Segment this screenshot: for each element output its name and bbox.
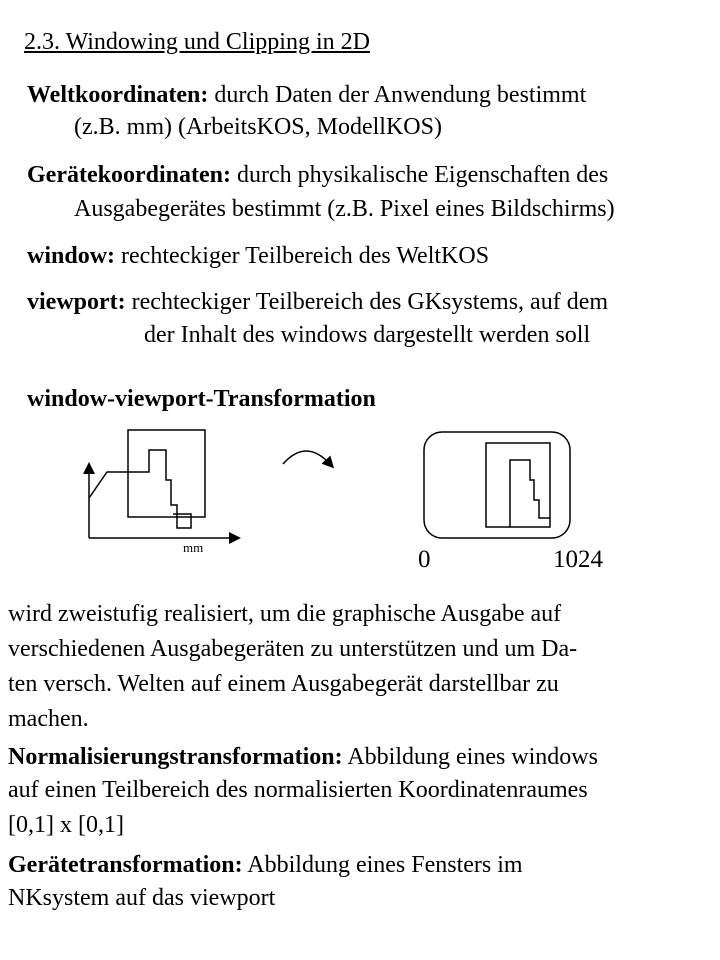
device-coordinates-text: durch physikalische Eigenschaften des: [236, 162, 609, 188]
viewport-text: rechteckiger Teilbereich des GKsystems, auf dem: [131, 289, 609, 315]
device-transformation-term: Gerätetransformation:: [8, 852, 243, 878]
world-coordinates-text: durch Daten der Anwendung bestimmt: [214, 82, 587, 108]
axis-start-label: 0: [418, 546, 431, 573]
world-coordinate-axes: [89, 468, 235, 538]
paragraph-line-4: machen.: [8, 706, 89, 732]
viewport-text-cont: der Inhalt des windows dargestellt werden soll: [144, 322, 591, 348]
normalization-definition: [8, 742, 598, 772]
device-coordinates-term: Gerätekoordinaten:: [27, 162, 231, 188]
normalization-term: Normalisierungstransformation:: [8, 744, 343, 770]
device-coordinates-definition: [27, 160, 608, 190]
viewport-rectangle: [486, 443, 550, 527]
axis-end-label: 1024: [553, 546, 603, 573]
paragraph-line-3: ten versch. Welten auf einem Ausgabegerät darstellbar zu: [8, 671, 559, 697]
unit-label: mm: [183, 540, 204, 555]
page-title: 2.3. Windowing und Clipping in 2D: [24, 29, 370, 55]
device-coordinates-text-cont: Ausgabegerätes bestimmt (z.B. Pixel eines Bildschirms): [74, 196, 615, 222]
transformation-title: window-viewport-Transformation: [27, 386, 376, 412]
window-term: window:: [27, 243, 116, 269]
world-coordinates-text-cont: (z.B. mm) (ArbeitsKOS, ModellKOS): [74, 114, 442, 140]
paragraph-line-2: verschiedenen Ausgabegeräten zu unterstützen und um Da-: [8, 636, 578, 662]
screen-outline: [424, 432, 570, 538]
window-definition: [27, 241, 489, 271]
device-transformation-text-cont: NKsystem auf das viewport: [8, 885, 276, 911]
paragraph-line-1: wird zweistufig realisiert, um die graphische Ausgabe auf: [8, 601, 562, 627]
device-transformation-text: Abbildung eines Fensters im: [247, 852, 523, 878]
normalization-text: Abbildung eines windows: [347, 744, 598, 770]
window-viewport-diagram: [0, 420, 720, 580]
normalization-range: [0,1] x [0,1]: [8, 812, 124, 838]
viewport-term: viewport:: [27, 289, 126, 315]
world-coordinates-term: Weltkoordinaten:: [27, 82, 209, 108]
viewport-definition: [27, 287, 608, 317]
device-transformation-definition: [8, 850, 523, 880]
world-coordinates-definition: [27, 80, 586, 110]
curved-arrow-icon: [283, 451, 330, 464]
normalization-text-cont: auf einen Teilbereich des normalisierten Koordinatenraumes: [8, 777, 588, 803]
window-text: rechteckiger Teilbereich des WeltKOS: [121, 243, 490, 269]
viewport-object-shape: [510, 460, 550, 527]
